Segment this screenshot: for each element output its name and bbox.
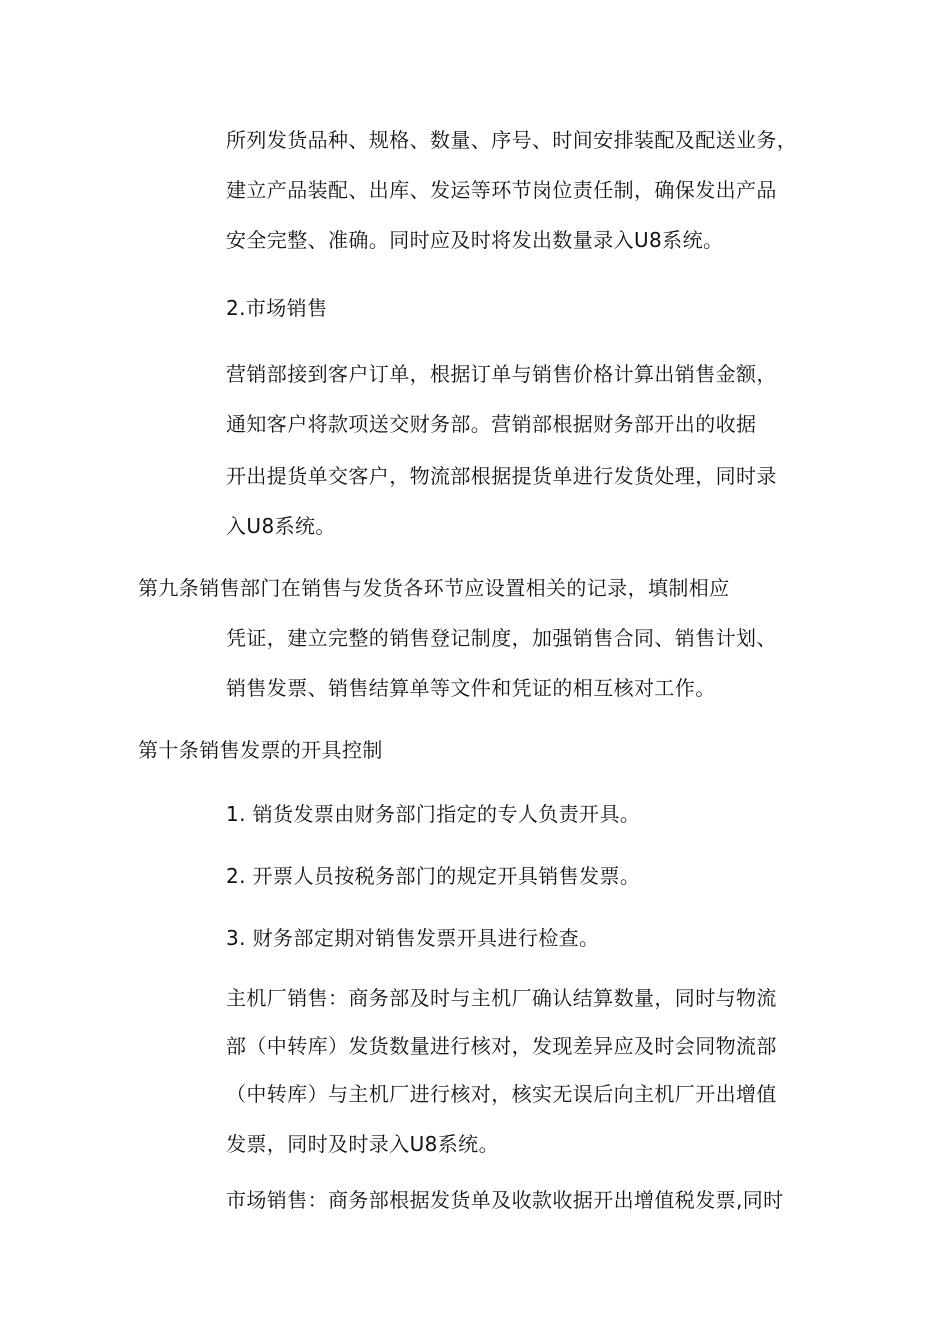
paragraph-line: 入U8系统。: [226, 514, 336, 538]
list-item: 3. 财务部定期对销售发票开具进行检查。: [226, 926, 600, 950]
paragraph-line: 主机厂销售：商务部及时与主机厂确认结算数量，同时与物流: [226, 986, 777, 1010]
paragraph-line: 市场销售：商务部根据发货单及收款收据开出增值税发票,同时: [226, 1188, 784, 1212]
list-item: 2. 开票人员按税务部门的规定开具销售发票。: [226, 864, 641, 888]
list-item: 1. 销货发票由财务部门指定的专人负责开具。: [226, 802, 641, 826]
paragraph-line: 安全完整、准确。同时应及时将发出数量录入U8系统。: [226, 228, 724, 252]
paragraph-line: 销售发票、销售结算单等文件和凭证的相互核对工作。: [226, 676, 716, 700]
paragraph-line: 开出提货单交客户，物流部根据提货单进行发货处理，同时录: [226, 464, 777, 488]
paragraph-line: 部（中转库）发货数量进行核对，发现差异应及时会同物流部: [226, 1034, 777, 1058]
paragraph-line: 所列发货品种、规格、数量、序号、时间安排装配及配送业务，: [226, 128, 798, 152]
paragraph-line: 通知客户将款项送交财务部。营销部根据财务部开出的收据: [226, 412, 757, 436]
paragraph-line: （中转库）与主机厂进行核对，核实无误后向主机厂开出增值: [226, 1082, 777, 1106]
paragraph-line: 发票，同时及时录入U8系统。: [226, 1132, 499, 1156]
paragraph-line: 建立产品装配、出库、发运等环节岗位责任制，确保发出产品: [226, 178, 777, 202]
paragraph-line: 营销部接到客户订单，根据订单与销售价格计算出销售金额，: [226, 362, 777, 386]
article-heading: 第十条销售发票的开具控制: [138, 738, 383, 762]
section-heading: 2.市场销售: [226, 296, 328, 320]
paragraph-line: 凭证，建立完整的销售登记制度，加强销售合同、销售计划、: [226, 626, 777, 650]
article-heading: 第九条销售部门在销售与发货各环节应设置相关的记录，填制相应: [138, 576, 730, 600]
